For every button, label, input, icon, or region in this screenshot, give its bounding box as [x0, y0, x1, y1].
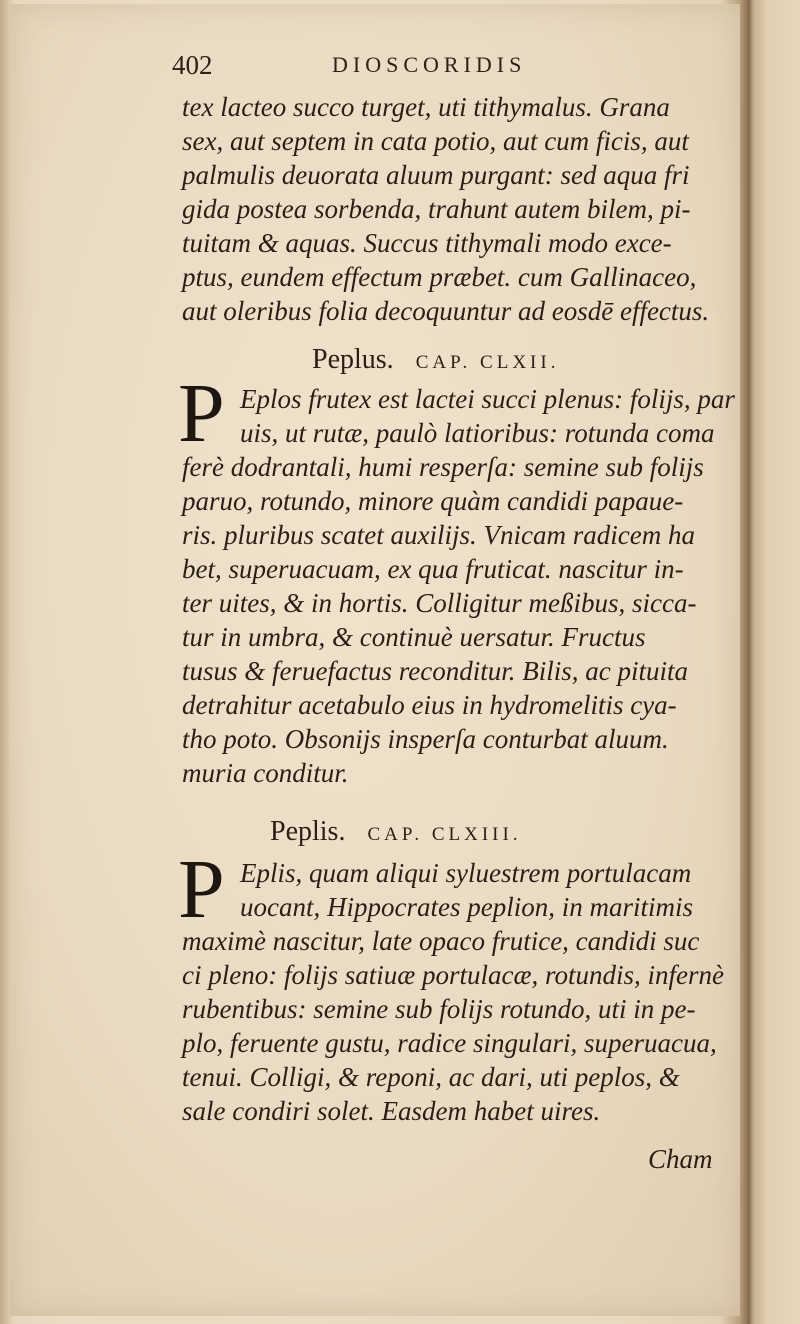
- text-line: tusus & feruefactus reconditur. Bilis, ac pituita: [182, 656, 688, 686]
- text-line: maximè nascitur, late opaco frutice, candidi suc: [182, 926, 700, 956]
- text-line: sale condiri solet. Easdem habet uires.: [182, 1096, 601, 1126]
- text-line: ci pleno: folijs satiuæ portulacæ, rotundis, infernè: [182, 960, 724, 990]
- running-title: DIOSCORIDIS: [332, 52, 527, 77]
- section-title: Peplus.: [312, 344, 394, 375]
- paragraph-peplis: [182, 856, 722, 1128]
- text-line: palmulis deuorata aluum purgant: sed aqua fri: [182, 160, 690, 190]
- text-line: tur in umbra, & continuè uersatur. Fructus: [182, 622, 646, 652]
- text-line: Eplos frutex est lactei succi plenus: folijs, par: [240, 384, 735, 414]
- page-header: [172, 50, 652, 86]
- text-line: plo, feruente gustu, radice singulari, superuacua,: [182, 1028, 717, 1058]
- text-line: tho poto. Obsonijs insperſa conturbat aluum.: [182, 724, 669, 754]
- drop-cap: P: [178, 367, 225, 460]
- text-line: Eplis, quam aliqui syluestrem portulacam: [240, 858, 692, 888]
- drop-cap: P: [178, 843, 225, 936]
- text-line: tex lacteo succo turget, uti tithymalus. Grana: [182, 92, 670, 122]
- text-line: sex, aut septem in cata potio, aut cum ficis, aut: [182, 126, 689, 156]
- text-line: uis, ut rutæ, paulò latioribus: rotunda coma: [240, 418, 715, 448]
- text-line: uocant, Hippocrates peplion, in maritimis: [240, 892, 693, 922]
- text-line: rubentibus: semine sub folijs rotundo, uti in pe-: [182, 994, 696, 1024]
- text-line: tuitam & aquas. Succus tithymali modo exce-: [182, 228, 672, 258]
- text-line: tenui. Colligi, & reponi, ac dari, uti peplos, &: [182, 1062, 680, 1092]
- text-line: bet, superuacuam, ex qua fruticat. nascitur in-: [182, 554, 684, 584]
- chapter-number: CAP. CLXIII.: [367, 824, 522, 845]
- section-heading-peplis: [270, 816, 522, 848]
- text-line: ferè dodrantali, humi resperſa: semine sub folijs: [182, 452, 704, 482]
- text-line: detrahitur acetabulo eius in hydromelitis cya-: [182, 690, 677, 720]
- section-heading-peplus: [312, 344, 559, 376]
- text-line: muria conditur.: [182, 758, 349, 788]
- section-title: Peplis.: [270, 816, 346, 847]
- continued-paragraph: [182, 90, 722, 328]
- catchword: Cham: [648, 1144, 713, 1174]
- text-line: ter uites, & in hortis. Colligitur meßibus, sicca-: [182, 588, 697, 618]
- paragraph-peplus: [182, 382, 735, 790]
- text-line: ptus, eundem effectum præbet. cum Gallinaceo,: [182, 262, 697, 292]
- next-page-edge: [748, 0, 800, 1324]
- text-line: gida postea sorbenda, trahunt autem bilem, pi-: [182, 194, 691, 224]
- page-number: 402: [172, 50, 213, 80]
- chapter-number: CAP. CLXII.: [415, 352, 560, 373]
- text-line: aut oleribus folia decoquuntur ad eosdē effectus.: [182, 296, 710, 326]
- text-line: paruo, rotundo, minore quàm candidi papaue-: [182, 486, 684, 516]
- text-line: ris. pluribus scatet auxilijs. Vnicam radicem ha: [182, 520, 695, 550]
